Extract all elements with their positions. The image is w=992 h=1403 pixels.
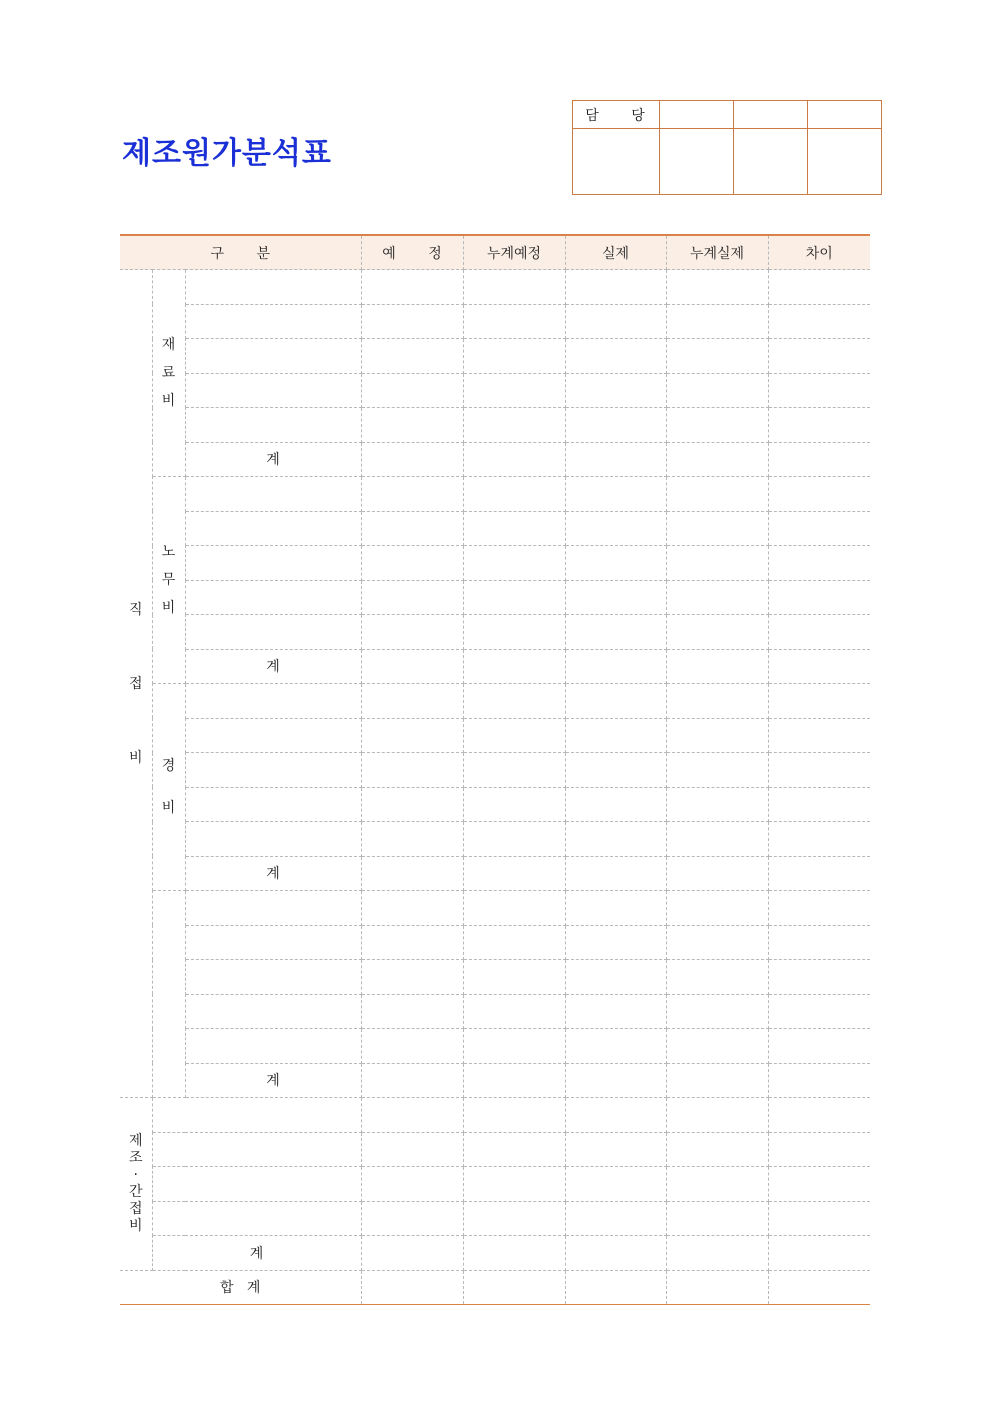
- item-cell[interactable]: [152, 1132, 361, 1167]
- approval-cell[interactable]: [734, 101, 808, 129]
- item-cell[interactable]: [185, 408, 361, 443]
- table-row: [120, 1098, 870, 1133]
- value-cell[interactable]: [565, 339, 666, 374]
- value-cell[interactable]: [768, 270, 870, 305]
- value-cell[interactable]: [666, 960, 768, 995]
- value-cell[interactable]: [463, 373, 565, 408]
- value-cell[interactable]: [768, 546, 870, 581]
- value-cell[interactable]: [361, 684, 463, 719]
- approval-cell[interactable]: [808, 101, 882, 129]
- approval-box: [572, 100, 882, 195]
- value-cell[interactable]: [768, 891, 870, 926]
- table-row: [120, 580, 870, 615]
- value-cell[interactable]: [565, 442, 666, 477]
- value-cell[interactable]: [666, 580, 768, 615]
- value-cell[interactable]: [361, 580, 463, 615]
- value-cell[interactable]: [666, 270, 768, 305]
- value-cell[interactable]: [565, 304, 666, 339]
- value-cell[interactable]: [463, 304, 565, 339]
- total-row: [120, 1270, 870, 1305]
- value-cell[interactable]: [565, 649, 666, 684]
- labor-group-label: 노 무 비: [152, 477, 185, 684]
- value-cell[interactable]: [463, 511, 565, 546]
- value-cell[interactable]: [361, 1132, 463, 1167]
- item-cell[interactable]: [185, 960, 361, 995]
- value-cell[interactable]: [666, 925, 768, 960]
- item-cell[interactable]: [185, 787, 361, 822]
- item-cell[interactable]: [152, 1201, 361, 1236]
- item-cell[interactable]: [185, 304, 361, 339]
- item-cell[interactable]: [185, 925, 361, 960]
- value-cell[interactable]: [768, 373, 870, 408]
- value-cell[interactable]: [565, 718, 666, 753]
- value-cell[interactable]: [565, 580, 666, 615]
- value-cell[interactable]: [768, 1063, 870, 1098]
- value-cell[interactable]: [768, 477, 870, 512]
- table-row: [120, 1132, 870, 1167]
- value-cell[interactable]: [768, 1201, 870, 1236]
- approval-sign-cell[interactable]: [808, 129, 882, 195]
- value-cell[interactable]: [361, 546, 463, 581]
- table-row: [120, 925, 870, 960]
- value-cell[interactable]: [565, 270, 666, 305]
- table-row: [120, 1201, 870, 1236]
- value-cell[interactable]: [565, 1029, 666, 1064]
- value-cell[interactable]: [361, 718, 463, 753]
- value-cell[interactable]: [361, 1270, 463, 1305]
- item-cell[interactable]: [185, 546, 361, 581]
- value-cell[interactable]: [565, 994, 666, 1029]
- value-cell[interactable]: [768, 442, 870, 477]
- subtotal-label: 계: [185, 1063, 361, 1098]
- table-row: [120, 684, 870, 719]
- value-cell[interactable]: [463, 649, 565, 684]
- value-cell[interactable]: [565, 546, 666, 581]
- value-cell[interactable]: [361, 1236, 463, 1271]
- value-cell[interactable]: [666, 477, 768, 512]
- value-cell[interactable]: [361, 960, 463, 995]
- value-cell[interactable]: [565, 684, 666, 719]
- table-row: [120, 994, 870, 1029]
- table-row: [120, 856, 870, 891]
- approval-sign-cell[interactable]: [660, 129, 734, 195]
- value-cell[interactable]: [361, 1167, 463, 1202]
- value-cell[interactable]: [666, 373, 768, 408]
- value-cell[interactable]: [768, 753, 870, 788]
- value-cell[interactable]: [666, 511, 768, 546]
- table-row: [120, 891, 870, 926]
- approval-label: 담 당: [573, 101, 660, 129]
- value-cell[interactable]: [361, 615, 463, 650]
- value-cell[interactable]: [361, 304, 463, 339]
- value-cell[interactable]: [666, 684, 768, 719]
- table-row: [120, 373, 870, 408]
- value-cell[interactable]: [361, 511, 463, 546]
- value-cell[interactable]: [768, 649, 870, 684]
- value-cell[interactable]: [361, 925, 463, 960]
- col-header-planned: 예 정: [361, 235, 463, 270]
- value-cell[interactable]: [361, 994, 463, 1029]
- col-header-actual: 실제: [565, 235, 666, 270]
- value-cell[interactable]: [361, 1063, 463, 1098]
- value-cell[interactable]: [666, 615, 768, 650]
- value-cell[interactable]: [463, 718, 565, 753]
- table-row: [120, 649, 870, 684]
- subtotal-label: 계: [152, 1236, 361, 1271]
- value-cell[interactable]: [463, 1098, 565, 1133]
- value-cell[interactable]: [361, 477, 463, 512]
- value-cell[interactable]: [666, 994, 768, 1029]
- value-cell[interactable]: [463, 925, 565, 960]
- subtotal-label: 계: [185, 442, 361, 477]
- value-cell[interactable]: [768, 580, 870, 615]
- material-group-label: 재 료 비: [152, 270, 185, 477]
- value-cell[interactable]: [768, 511, 870, 546]
- col-header-category: 구 분: [120, 235, 361, 270]
- other-group-label: [152, 891, 185, 1098]
- value-cell[interactable]: [666, 1167, 768, 1202]
- value-cell[interactable]: [463, 684, 565, 719]
- value-cell[interactable]: [463, 1236, 565, 1271]
- value-cell[interactable]: [565, 1132, 666, 1167]
- value-cell[interactable]: [666, 856, 768, 891]
- table-row: [120, 718, 870, 753]
- value-cell[interactable]: [565, 408, 666, 443]
- value-cell[interactable]: [565, 960, 666, 995]
- overhead-label: 제 조 · 간 접 비: [120, 1098, 152, 1271]
- value-cell[interactable]: [463, 1063, 565, 1098]
- item-cell[interactable]: [185, 891, 361, 926]
- table-row: [120, 511, 870, 546]
- item-cell[interactable]: [185, 373, 361, 408]
- value-cell[interactable]: [361, 1201, 463, 1236]
- table-row: [120, 615, 870, 650]
- value-cell[interactable]: [463, 787, 565, 822]
- item-cell[interactable]: [185, 615, 361, 650]
- value-cell[interactable]: [463, 960, 565, 995]
- table-row: [120, 1167, 870, 1202]
- page-title: 제조원가분석표: [122, 136, 332, 171]
- value-cell[interactable]: [768, 1098, 870, 1133]
- value-cell[interactable]: [463, 994, 565, 1029]
- value-cell[interactable]: [565, 1236, 666, 1271]
- value-cell[interactable]: [463, 1132, 565, 1167]
- table-row: [120, 787, 870, 822]
- value-cell[interactable]: [361, 442, 463, 477]
- table-row: [120, 408, 870, 443]
- value-cell[interactable]: [361, 270, 463, 305]
- item-cell[interactable]: [185, 684, 361, 719]
- value-cell[interactable]: [768, 615, 870, 650]
- item-cell[interactable]: [185, 753, 361, 788]
- value-cell[interactable]: [666, 718, 768, 753]
- value-cell[interactable]: [463, 1270, 565, 1305]
- value-cell[interactable]: [768, 1029, 870, 1064]
- value-cell[interactable]: [565, 1201, 666, 1236]
- value-cell[interactable]: [666, 649, 768, 684]
- value-cell[interactable]: [565, 477, 666, 512]
- value-cell[interactable]: [361, 891, 463, 926]
- value-cell[interactable]: [361, 787, 463, 822]
- table-row: [120, 753, 870, 788]
- item-cell[interactable]: [185, 580, 361, 615]
- value-cell[interactable]: [361, 373, 463, 408]
- value-cell[interactable]: [565, 856, 666, 891]
- header-row: [120, 235, 870, 270]
- item-cell[interactable]: [152, 1167, 361, 1202]
- col-header-variance: 차이: [768, 235, 870, 270]
- value-cell[interactable]: [565, 511, 666, 546]
- value-cell[interactable]: [666, 339, 768, 374]
- cost-analysis-table: [120, 234, 870, 1305]
- value-cell[interactable]: [565, 925, 666, 960]
- value-cell[interactable]: [463, 477, 565, 512]
- value-cell[interactable]: [768, 822, 870, 857]
- value-cell[interactable]: [565, 1167, 666, 1202]
- value-cell[interactable]: [666, 1063, 768, 1098]
- value-cell[interactable]: [463, 270, 565, 305]
- table-row: [120, 304, 870, 339]
- value-cell[interactable]: [768, 408, 870, 443]
- table-row: [120, 822, 870, 857]
- approval-cell[interactable]: [660, 101, 734, 129]
- value-cell[interactable]: [463, 546, 565, 581]
- value-cell[interactable]: [565, 891, 666, 926]
- value-cell[interactable]: [463, 339, 565, 374]
- value-cell[interactable]: [565, 373, 666, 408]
- value-cell[interactable]: [666, 787, 768, 822]
- expense-group-label: 경 비: [152, 684, 185, 891]
- value-cell[interactable]: [768, 960, 870, 995]
- table-row: [120, 1236, 870, 1271]
- value-cell[interactable]: [768, 994, 870, 1029]
- value-cell[interactable]: [768, 1167, 870, 1202]
- item-cell[interactable]: [185, 270, 361, 305]
- value-cell[interactable]: [463, 615, 565, 650]
- col-header-cum-actual: 누계실제: [666, 235, 768, 270]
- value-cell[interactable]: [463, 822, 565, 857]
- value-cell[interactable]: [463, 408, 565, 443]
- table-row: [120, 477, 870, 512]
- table-row: [120, 339, 870, 374]
- subtotal-label: 계: [185, 856, 361, 891]
- value-cell[interactable]: [565, 1063, 666, 1098]
- value-cell[interactable]: [768, 684, 870, 719]
- value-cell[interactable]: [666, 1029, 768, 1064]
- value-cell[interactable]: [361, 753, 463, 788]
- value-cell[interactable]: [768, 1236, 870, 1271]
- value-cell[interactable]: [768, 787, 870, 822]
- item-cell[interactable]: [185, 511, 361, 546]
- value-cell[interactable]: [463, 753, 565, 788]
- table-row: [120, 270, 870, 305]
- value-cell[interactable]: [565, 787, 666, 822]
- table-row: [120, 960, 870, 995]
- value-cell[interactable]: [463, 580, 565, 615]
- value-cell[interactable]: [361, 408, 463, 443]
- table-row: [120, 442, 870, 477]
- value-cell[interactable]: [361, 339, 463, 374]
- value-cell[interactable]: [666, 1098, 768, 1133]
- value-cell[interactable]: [463, 1029, 565, 1064]
- value-cell[interactable]: [666, 408, 768, 443]
- value-cell[interactable]: [666, 1236, 768, 1271]
- approval-sign-cell[interactable]: [734, 129, 808, 195]
- value-cell[interactable]: [361, 856, 463, 891]
- value-cell[interactable]: [768, 304, 870, 339]
- value-cell[interactable]: [361, 822, 463, 857]
- value-cell[interactable]: [768, 339, 870, 374]
- value-cell[interactable]: [666, 891, 768, 926]
- value-cell[interactable]: [463, 891, 565, 926]
- value-cell[interactable]: [768, 718, 870, 753]
- value-cell[interactable]: [361, 1029, 463, 1064]
- value-cell[interactable]: [666, 304, 768, 339]
- value-cell[interactable]: [666, 1132, 768, 1167]
- value-cell[interactable]: [666, 753, 768, 788]
- value-cell[interactable]: [463, 1201, 565, 1236]
- item-cell[interactable]: [152, 1098, 361, 1133]
- value-cell[interactable]: [768, 856, 870, 891]
- total-label: 합 계: [120, 1270, 361, 1305]
- value-cell[interactable]: [361, 649, 463, 684]
- value-cell[interactable]: [565, 1270, 666, 1305]
- value-cell[interactable]: [768, 1270, 870, 1305]
- value-cell[interactable]: [565, 615, 666, 650]
- value-cell[interactable]: [666, 442, 768, 477]
- value-cell[interactable]: [565, 822, 666, 857]
- value-cell[interactable]: [565, 1098, 666, 1133]
- value-cell[interactable]: [666, 546, 768, 581]
- direct-cost-label: 직 접 비: [120, 270, 152, 1098]
- value-cell[interactable]: [768, 1132, 870, 1167]
- item-cell[interactable]: [185, 1029, 361, 1064]
- value-cell[interactable]: [666, 822, 768, 857]
- subtotal-label: 계: [185, 649, 361, 684]
- item-cell[interactable]: [185, 477, 361, 512]
- table-row: [120, 1063, 870, 1098]
- table-row: [120, 546, 870, 581]
- value-cell[interactable]: [361, 1098, 463, 1133]
- item-cell[interactable]: [185, 718, 361, 753]
- value-cell[interactable]: [666, 1270, 768, 1305]
- value-cell[interactable]: [463, 856, 565, 891]
- item-cell[interactable]: [185, 339, 361, 374]
- item-cell[interactable]: [185, 822, 361, 857]
- table-row: [120, 1029, 870, 1064]
- item-cell[interactable]: [185, 994, 361, 1029]
- approval-sign-cell[interactable]: [573, 129, 660, 195]
- col-header-cum-planned: 누계예정: [463, 235, 565, 270]
- value-cell[interactable]: [463, 442, 565, 477]
- value-cell[interactable]: [463, 1167, 565, 1202]
- value-cell[interactable]: [768, 925, 870, 960]
- value-cell[interactable]: [666, 1201, 768, 1236]
- value-cell[interactable]: [565, 753, 666, 788]
